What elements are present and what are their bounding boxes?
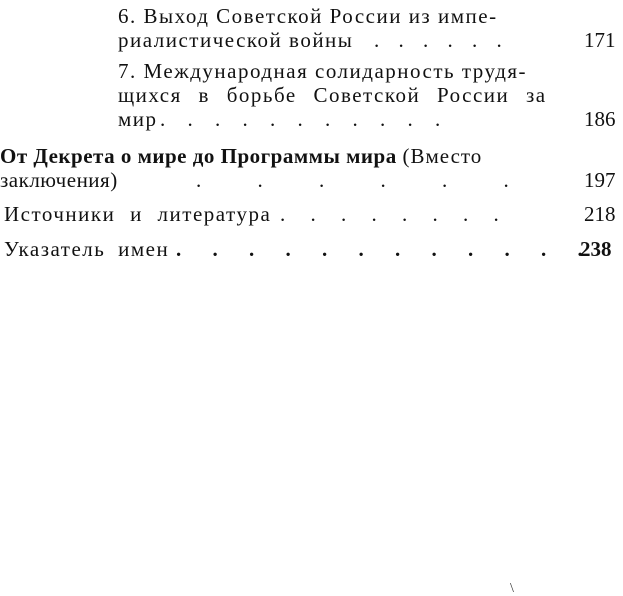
toc-entry-conclusion-title: От Декрета о мире до Программы мира bbox=[0, 144, 397, 168]
dot-leader: . . . . . . bbox=[374, 28, 502, 52]
toc-entry-index: Указатель имен bbox=[4, 237, 170, 261]
dot-leader: . . . . . . . . . . . bbox=[160, 107, 441, 131]
toc-entry-6-line-1: 6. Выход Советской России из импе- bbox=[118, 4, 498, 28]
page-number: 197 bbox=[584, 168, 616, 192]
page-number: 238 bbox=[580, 237, 612, 261]
toc-entry-7-line-2: щихся в борьбе Советской России за bbox=[118, 83, 547, 107]
page-number: 171 bbox=[584, 28, 616, 52]
page-number: 218 bbox=[584, 202, 616, 226]
page-number: 186 bbox=[584, 107, 616, 131]
dot-leader: . . . . . . . . . . . . bbox=[176, 237, 583, 261]
toc-entry-conclusion-note: (Вместо bbox=[402, 144, 483, 168]
dot-leader: . . . . . . bbox=[196, 168, 509, 192]
toc-entry-7-line-1: 7. Международная солидарность трудя- bbox=[118, 59, 528, 83]
toc-entry-conclusion-line-2: заключения) bbox=[0, 168, 118, 192]
toc-entry-sources: Источники и литература bbox=[4, 202, 272, 226]
dot-leader: . . . . . . . . bbox=[280, 202, 499, 226]
stray-mark: \ bbox=[510, 581, 514, 596]
toc-entry-6-line-2: риалистической войны bbox=[118, 28, 354, 52]
toc-entry-conclusion-line-1 bbox=[0, 144, 482, 168]
toc-entry-7-line-3: мир bbox=[118, 107, 158, 131]
